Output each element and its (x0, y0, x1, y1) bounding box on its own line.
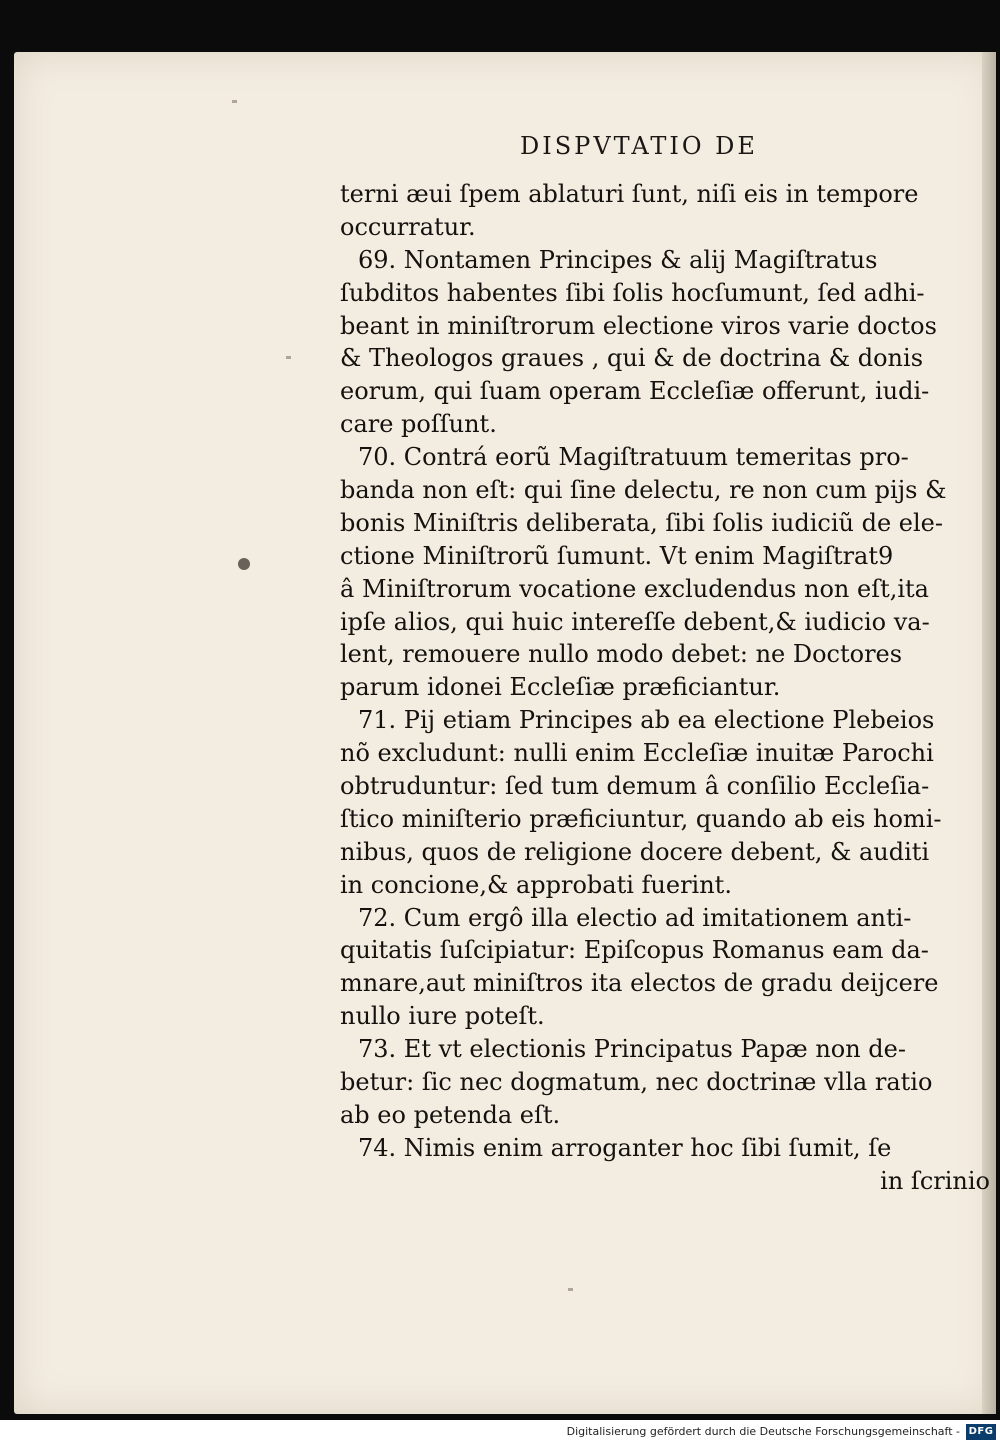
text-line: nullo iure poteſt. (340, 1002, 545, 1031)
running-head: DISPVTATIO DE (520, 132, 758, 160)
text-line: ſtico miniſterio præficiuntur, quando ab eis homi- (340, 804, 942, 833)
text-line: lent, remouere nullo modo debet: ne Doctores (340, 640, 903, 669)
text-line: ipſe alios, qui huic intereſſe debent,& iudicio va- (340, 607, 930, 636)
text-line: eorum, qui ſuam operam Eccleſiæ offerunt, iudi- (340, 377, 930, 406)
text-line: ſubditos habentes ſibi ſolis hocſumunt, ſed adhi- (340, 278, 925, 307)
paragraph-72-start: 72. Cum ergô illa electio ad imitationem anti- (358, 903, 912, 932)
text-line: bonis Miniſtris deliberata, ſibi ſolis iudiciũ de ele- (340, 508, 943, 537)
text-line: beant in miniſtrorum electione viros varie doctos (340, 311, 937, 340)
body-text (340, 178, 1000, 1198)
paper-speck (568, 1288, 573, 1291)
paragraph-71-start: 71. Pij etiam Principes ab ea electione Plebeios (358, 706, 935, 735)
text-line: ab eo petenda eſt. (340, 1100, 561, 1129)
text-line: nõ excludunt: nulli enim Eccleſiæ inuitæ Parochi (340, 739, 934, 768)
dfg-logo: DFG (966, 1424, 996, 1440)
paper-speck (232, 100, 237, 103)
text-line: â Miniſtrorum vocatione excludendus non eſt,ita (340, 574, 929, 603)
text-line: ctione Miniſtrorũ ſumunt. Vt enim Magiſtrat9 (340, 541, 894, 570)
text-line: mnare,aut miniſtros ita electos de gradu deijcere (340, 969, 939, 998)
footer-bar (0, 1420, 1000, 1446)
text-line: in concione,& approbati fuerint. (340, 870, 732, 899)
text-line: occurratur. (340, 212, 476, 241)
text-line: parum idonei Eccleſiæ præficiantur. (340, 673, 781, 702)
text-line: betur: ſic nec dogmatum, nec doctrinæ vlla ratio (340, 1068, 933, 1097)
text-line: nibus, quos de religione docere debent, & auditi (340, 837, 930, 866)
text-line: obtruduntur: ſed tum demum â conſilio Eccleſia- (340, 772, 930, 801)
text-line: banda non eſt: qui ſine delectu, re non cum pijs & (340, 476, 947, 505)
paragraph-70-start: 70. Contrá eorũ Magiſtratuum temeritas pro- (358, 443, 909, 472)
paragraph-74-start: 74. Nimis enim arroganter hoc ſibi ſumit, ſe (358, 1133, 892, 1162)
digitization-credit: Digitalisierung gefördert durch die Deutsche Forschungsgemeinschaft - (566, 1425, 960, 1438)
text-line: & Theologos graues , qui & de doctrina & donis (340, 344, 924, 373)
paragraph-69-start: 69. Nontamen Principes & alij Magiſtratus (358, 245, 878, 274)
text-line: quitatis ſuſcipiatur: Epiſcopus Romanus eam da- (340, 936, 929, 965)
ink-smudge (238, 558, 250, 570)
text-line: care poſſunt. (340, 410, 497, 439)
paragraph-73-start: 73. Et vt electionis Principatus Papæ non de- (358, 1035, 906, 1064)
catchword: in ſcrinio (880, 1166, 990, 1195)
paper-speck (286, 356, 291, 359)
text-line: terni æui ſpem ablaturi ſunt, niſi eis in tempore (340, 180, 919, 208)
